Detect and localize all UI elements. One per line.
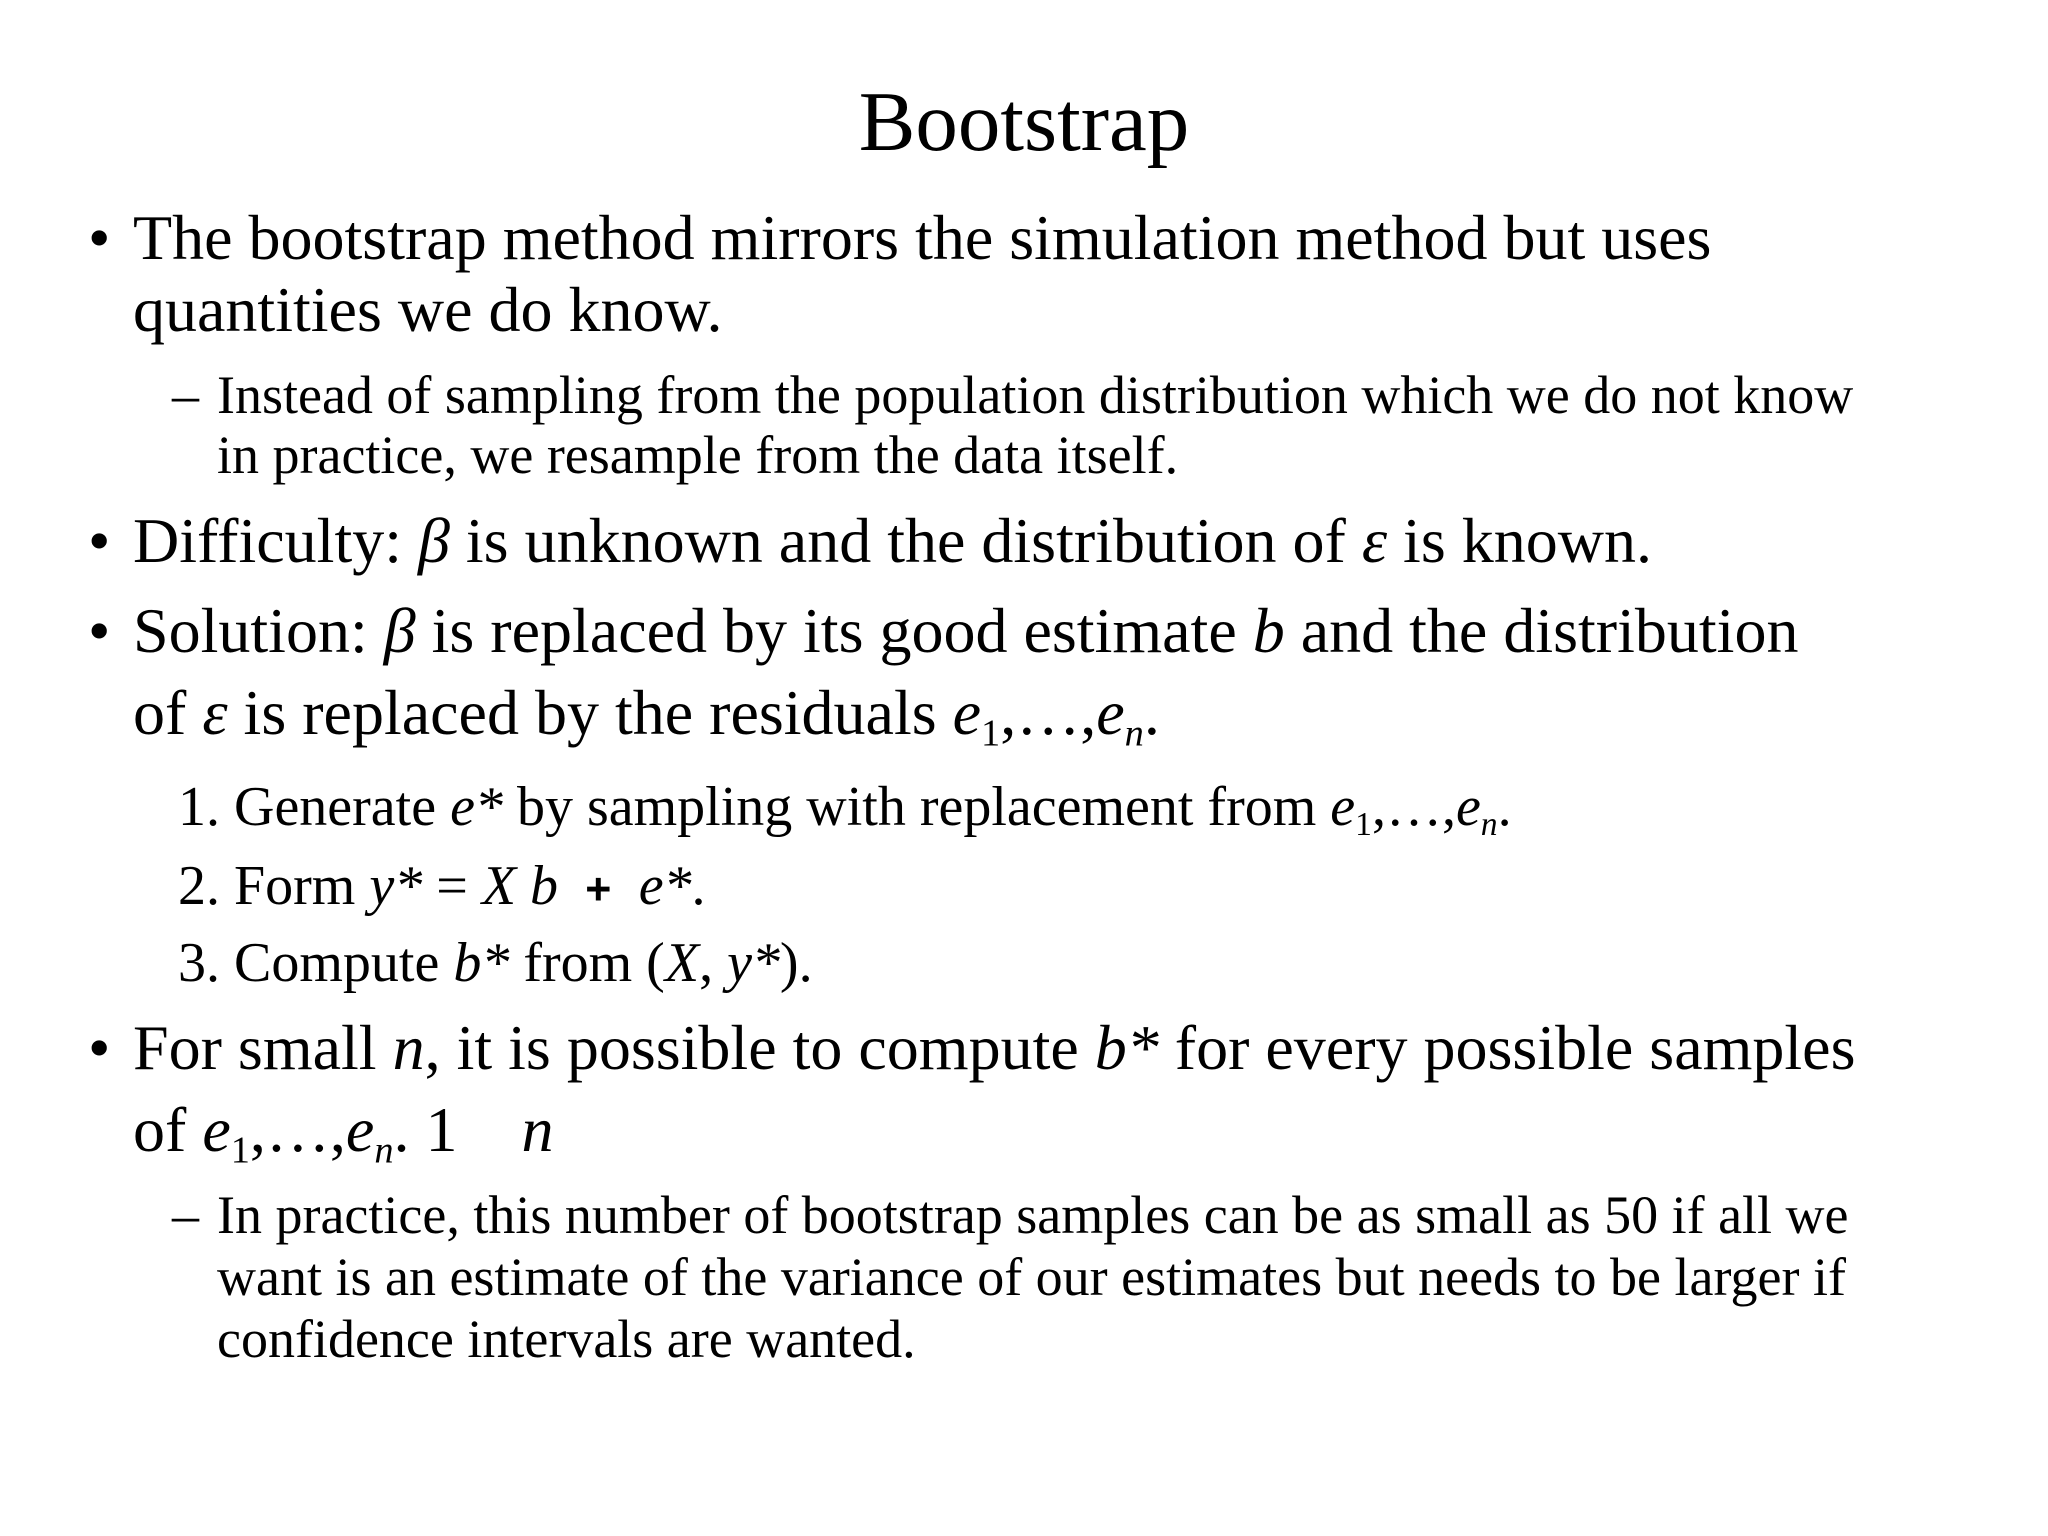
bullet-4-line-2: of $e_1,\dots,e_n$. 1 n [133,1094,554,1172]
bullet-marker: • [88,595,111,666]
step-1: 1. Generate e* by sampling with replacement from $e_1,\dots,e_n$. [178,776,1512,844]
sub-bullet-2-line-3: confidence intervals are wanted. [217,1309,916,1369]
bullet-marker: • [88,1012,111,1083]
bullet-marker: • [88,505,111,576]
bullet-1-line-1: The bootstrap method mirrors the simulation method but uses [133,202,1712,273]
step-3: 3. Compute b* from (X, y*). [178,932,813,994]
sub-bullet-1-line-1: Instead of sampling from the population distribution which we do not know [217,365,1854,425]
bullet-marker: • [88,202,111,273]
sub-bullet-2-line-2: want is an estimate of the variance of our estimates but needs to be larger if [217,1247,1846,1307]
sub-bullet-marker: – [172,365,199,425]
slide-title: Bootstrap [858,75,1190,169]
bullet-1-line-2: quantities we do know. [133,274,723,345]
sub-bullet-2-line-1: In practice, this number of bootstrap samples can be as small as 50 if all we [217,1185,1849,1245]
bullet-3-line-1: Solution: β is replaced by its good estimate b and the distribution [133,595,1799,666]
sub-bullet-1-line-2: in practice, we resample from the data itself. [217,425,1179,485]
sub-bullet-marker: – [172,1185,199,1245]
bullet-2-line-1: Difficulty: β is unknown and the distribution of ε is known. [133,505,1652,576]
step-2: 2. Form y* = X b + e*. [178,855,706,918]
bullet-3-line-2: of ε is replaced by the residuals $e_1,\dots,e_n$. [133,677,1160,755]
bullet-4-line-1: For small n, it is possible to compute b* for every possible samples [133,1012,1856,1083]
